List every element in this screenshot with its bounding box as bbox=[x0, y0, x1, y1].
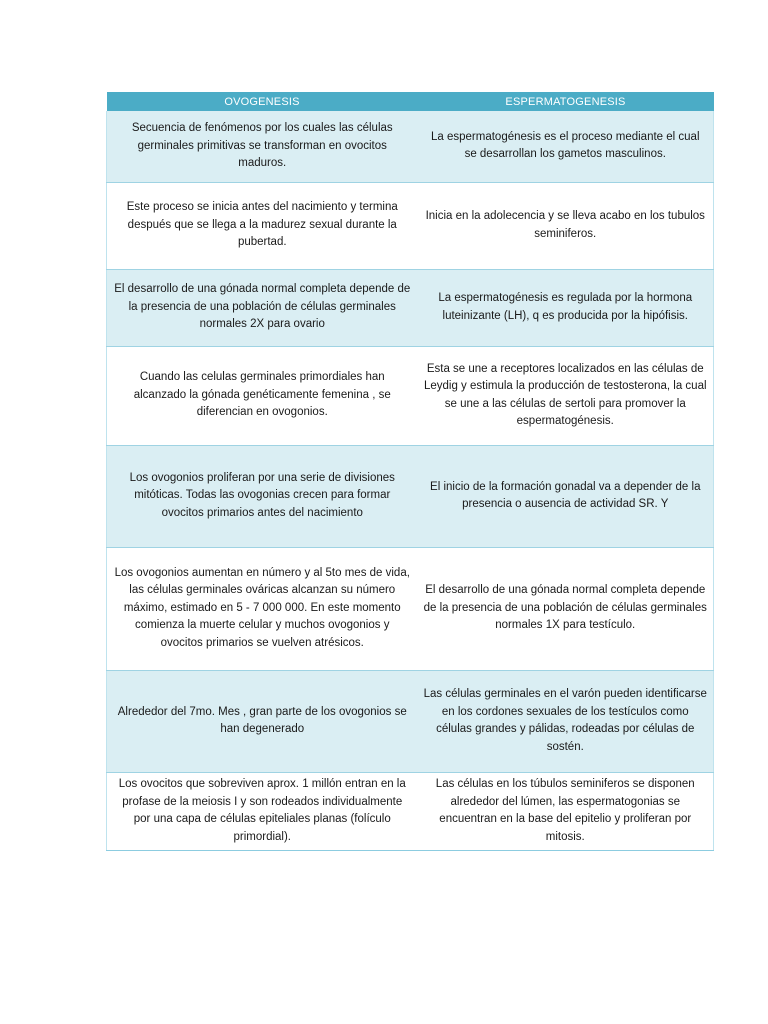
header-espermatogenesis: ESPERMATOGENESIS bbox=[418, 92, 714, 111]
cell-espermatogenesis: Las células germinales en el varón pueden identificarse en los cordones sexuales de los testículos como células grandes y pálidas, rodeadas por células de sostén. bbox=[418, 670, 714, 772]
header-ovogenesis: OVOGENESIS bbox=[107, 92, 418, 111]
cell-ovogenesis: Este proceso se inicia antes del nacimiento y termina después que se llega a la madurez sexual durante la pubertad. bbox=[107, 182, 418, 269]
comparison-table bbox=[106, 92, 714, 851]
cell-espermatogenesis: La espermatogénesis es el proceso mediante el cual se desarrollan los gametos masculinos. bbox=[418, 111, 714, 182]
table-row bbox=[107, 111, 714, 182]
cell-espermatogenesis: El inicio de la formación gonadal va a depender de la presencia o ausencia de actividad SR. Y bbox=[418, 445, 714, 547]
table-row bbox=[107, 269, 714, 346]
cell-espermatogenesis: El desarrollo de una gónada normal completa depende de la presencia de una población de células germinales normales 1X para testículo. bbox=[418, 547, 714, 670]
header-row bbox=[107, 92, 714, 111]
cell-ovogenesis: Alrededor del 7mo. Mes , gran parte de los ovogonios se han degenerado bbox=[107, 670, 418, 772]
table-row bbox=[107, 182, 714, 269]
table-header bbox=[107, 92, 714, 111]
table-row bbox=[107, 670, 714, 772]
table-row bbox=[107, 346, 714, 445]
table-row bbox=[107, 547, 714, 670]
cell-espermatogenesis: Esta se une a receptores localizados en las células de Leydig y estimula la producción de testosterona, la cual se une a las células de sertoli para promover la espermatogénesis. bbox=[418, 346, 714, 445]
cell-ovogenesis: Los ovogonios proliferan por una serie de divisiones mitóticas. Todas las ovogonias crecen para formar ovocitos primarios antes del nacimiento bbox=[107, 445, 418, 547]
cell-espermatogenesis: La espermatogénesis es regulada por la hormona luteinizante (LH), q es producida por la hipófisis. bbox=[418, 269, 714, 346]
cell-ovogenesis: Cuando las celulas germinales primordiales han alcanzado la gónada genéticamente femenina , se diferencian en ovogonios. bbox=[107, 346, 418, 445]
cell-ovogenesis: Los ovogonios aumentan en número y al 5to mes de vida, las células germinales ováricas alcanzan su número máximo, estimado en 5 - 7 000 000. En este momento comienza la muerte celular y muchos ovogonios y ovocitos primarios se vuelven atrésicos. bbox=[107, 547, 418, 670]
table-row bbox=[107, 445, 714, 547]
table-row bbox=[107, 772, 714, 850]
cell-espermatogenesis: Las células en los túbulos seminiferos se disponen alrededor del lúmen, las espermatogonias se encuentran en la base del epitelio y proliferan por mitosis. bbox=[418, 772, 714, 850]
cell-ovogenesis: Los ovocitos que sobreviven aprox. 1 millón entran en la profase de la meiosis I y son rodeados individualmente por una capa de células epiteliales planas (folículo primordial). bbox=[107, 772, 418, 850]
cell-ovogenesis: Secuencia de fenómenos por los cuales las células germinales primitivas se transforman en ovocitos maduros. bbox=[107, 111, 418, 182]
cell-ovogenesis: El desarrollo de una gónada normal completa depende de la presencia de una población de células germinales normales 2X para ovario bbox=[107, 269, 418, 346]
cell-espermatogenesis: Inicia en la adolecencia y se lleva acabo en los tubulos seminiferos. bbox=[418, 182, 714, 269]
table-body bbox=[107, 111, 714, 850]
